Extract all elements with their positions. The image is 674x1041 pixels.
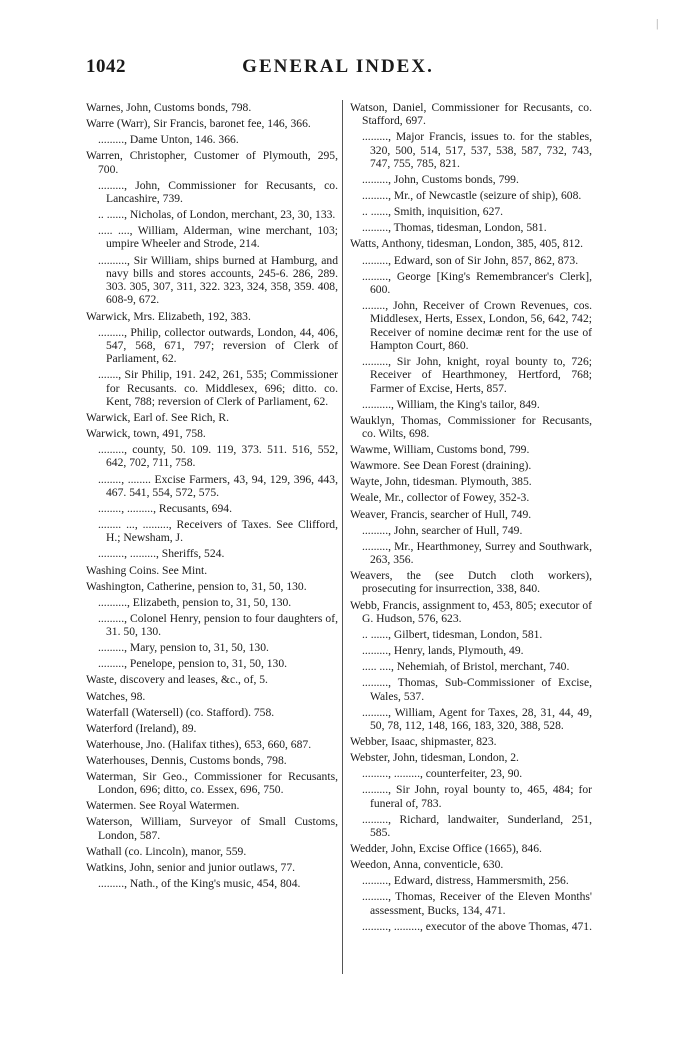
index-entry: ........., John, Customs bonds, 799. (362, 173, 519, 187)
index-entry: ........ ..., ........., Receivers of Taxes. See Clifford, H.; Newsham, J. (98, 518, 338, 545)
index-entry: Weale, Mr., collector of Fowey, 352-3. (350, 491, 530, 505)
page-number: 1042 (86, 56, 126, 77)
column-divider (342, 100, 343, 974)
index-entry: Waterfall (Watersell) (co. Stafford). 758. (86, 705, 275, 719)
index-entry: Waterhouse, Jno. (Halifax tithes), 653, 660, 687. (86, 737, 312, 751)
index-entry: ........., Major Francis, issues to. for the stables, 320, 500, 514, 517, 537, 538, 587, 732, 743, 747, 755, 785, 821. (362, 130, 592, 170)
corner-mark: | (656, 16, 659, 30)
index-entry: Waterson, William, Surveyor of Small Customs, London, 587. (86, 815, 338, 842)
index-entry: .. ......, Nicholas, of London, merchant, 23, 30, 133. (98, 208, 336, 222)
index-entry: ........., Richard, landwaiter, Sunderland, 251, 585. (362, 812, 592, 839)
index-entry: Wauklyn, Thomas, Commissioner for Recusants, co. Wilts, 698. (350, 413, 592, 441)
index-entry: ........., Edward, distress, Hammersmith, 256. (362, 874, 569, 888)
index-entry: ........, ........ Excise Farmers, 43, 94, 129, 396, 443, 467. 541, 554, 572, 575. (98, 472, 338, 499)
index-entry: ..... ...., William, Alderman, wine merchant, 103; umpire Wheeler and Strode, 214. (98, 224, 338, 251)
index-entry: ........, John, Receiver of Crown Revenues, cos. Middlesex, Herts, Essex, London, 56, 642, 742; Receiver of nomine decimæ rent for the use of Hampton Court, 860. (362, 299, 592, 352)
index-entry: ........., ........., counterfeiter, 23, 90. (362, 767, 523, 781)
index-entry: Waterford (Ireland), 89. (86, 721, 197, 735)
index-entry: Watson, Daniel, Commissioner for Recusants, co. Stafford, 697. (350, 101, 592, 128)
index-entry: Watts, Anthony, tidesman, London, 385, 405, 812. (350, 237, 584, 251)
index-entry: Weavers, the (see Dutch cloth workers), prosecuting for insurrection, 338, 840. (350, 569, 592, 596)
left-index-column (86, 101, 338, 893)
index-entry: ........., Edward, son of Sir John, 857, 862, 873. (362, 253, 579, 267)
index-entry: Wawmore. See Dean Forest (draining). (350, 459, 532, 473)
index-entry: Warre (Warr), Sir Francis, baronet fee, 146, 366. (86, 117, 311, 131)
index-entry: ........., Dame Unton, 146. 366. (98, 133, 239, 147)
index-entry: Watermen. See Royal Watermen. (86, 799, 240, 813)
index-entry: Watkins, John, senior and junior outlaws, 77. (86, 860, 296, 874)
index-entry: Watches, 98. (86, 689, 146, 703)
index-entry: Warren, Christopher, Customer of Plymouth, 295, 700. (86, 149, 338, 176)
index-entry: Webber, Isaac, shipmaster, 823. (350, 734, 497, 748)
index-entry: ........., George [King's Remembrancer's Clerk], 600. (362, 269, 592, 296)
index-entry: ........., Nath., of the King's music, 454, 804. (98, 877, 301, 891)
index-entry: ........., county, 50. 109. 119, 373. 511. 516, 552, 642, 702, 711, 758. (98, 443, 338, 470)
index-entry: ........., Mr., Hearthmoney, Surrey and Southwark, 263, 356. (362, 539, 592, 567)
index-entry: ........., Mr., of Newcastle (seizure of ship), 608. (362, 189, 582, 203)
index-entry: .........., Sir William, ships burned at Hamburg, and navy bills and stores accounts, 245-6. 286, 289. 303. 305, 307, 311, 322. 323, 324, 358, 359. 408, 608-9, 672. (98, 253, 338, 307)
index-entry: .........., Elizabeth, pension to, 31, 50, 130. (98, 595, 292, 609)
index-entry: Warnes, John, Customs bonds, 798. (86, 101, 252, 114)
index-entry: ........., William, Agent for Taxes, 28, 31, 44, 49, 50, 78, 112, 148, 166, 183, 320, 388, 528. (362, 705, 592, 732)
index-entry: Washington, Catherine, pension to, 31, 50, 130. (86, 579, 307, 593)
index-entry: .. ......, Gilbert, tidesman, London, 581. (362, 627, 543, 641)
index-entry: Wathall (co. Lincoln), manor, 559. (86, 844, 247, 858)
index-entry: ........., Thomas, Sub-Commissioner of Excise, Wales, 537. (362, 676, 592, 703)
index-entry: ........., Sir John, knight, royal bounty to, 726; Receiver of Hearthmoney, Hertford, 768; Farmer of Excise, Herts, 857. (362, 355, 592, 395)
index-entry: ..... ...., Nehemiah, of Bristol, merchant, 740. (362, 660, 570, 674)
index-entry: Webb, Francis, assignment to, 453, 805; executor of G. Hudson, 576, 623. (350, 598, 592, 625)
index-entry: Waterhouses, Dennis, Customs bonds, 798. (86, 753, 287, 767)
index-entry: Wawme, William, Customs bond, 799. (350, 443, 530, 457)
page-header (86, 56, 590, 82)
index-entry: Waste, discovery and leases, &c., of, 5. (86, 673, 268, 687)
index-entry: Wayte, John, tidesman. Plymouth, 385. (350, 475, 532, 489)
index-entry: ........., John, Commissioner for Recusants, co. Lancashire, 739. (98, 178, 338, 205)
index-entry: ........., Colonel Henry, pension to four daughters of, 31. 50, 130. (98, 611, 338, 639)
index-entry: Weaver, Francis, searcher of Hull, 749. (350, 507, 532, 521)
right-index-column (350, 101, 592, 936)
index-entry: ........., ........., Sheriffs, 524. (98, 547, 225, 561)
index-entry: ......., Sir Philip, 191. 242, 261, 535; Commissioner for Recusants. co. Middlesex, 696; ditto. co. Kent, 788; reversion of Clerk of Parliament, 62. (98, 368, 338, 408)
index-entry: ........., Philip, collector outwards, London, 44, 406, 547, 568, 671, 797; reversion of Clerk of Parliament, 62. (98, 325, 338, 366)
index-entry: Warwick, town, 491, 758. (86, 427, 206, 441)
index-entry: Warwick, Earl of. See Rich, R. (86, 411, 229, 424)
index-entry: Wedder, John, Excise Office (1665), 846. (350, 842, 542, 856)
index-entry: .. ......, Smith, inquisition, 627. (362, 205, 504, 219)
index-entry: Washing Coins. See Mint. (86, 563, 208, 577)
index-entry: Warwick, Mrs. Elizabeth, 192, 383. (86, 309, 251, 323)
running-title: GENERAL INDEX. (242, 56, 434, 77)
index-entry: Weedon, Anna, conventicle, 630. (350, 858, 504, 872)
index-entry: Webster, John, tidesman, London, 2. (350, 751, 519, 765)
index-entry: Waterman, Sir Geo., Commissioner for Recusants, London, 696; ditto, co. Essex, 696, 750. (86, 769, 338, 797)
index-entry: .........., William, the King's tailor, 849. (362, 397, 540, 411)
index-entry: ........., Henry, lands, Plymouth, 49. (362, 644, 524, 658)
index-entry: ........., John, searcher of Hull, 749. (362, 523, 523, 537)
index-entry: ........., Mary, pension to, 31, 50, 130. (98, 641, 269, 655)
index-entry: ........., ........., executor of the above Thomas, 471. (362, 919, 593, 933)
index-entry: ........., Thomas, Receiver of the Eleven Months' assessment, Bucks, 134, 471. (362, 890, 592, 917)
index-entry: ........, ........., Recusants, 694. (98, 501, 232, 515)
index-entry: ........., Sir John, royal bounty to, 465, 484; for funeral of, 783. (362, 783, 592, 810)
index-entry: ........., Thomas, tidesman, London, 581. (362, 221, 547, 235)
index-entry: ........., Penelope, pension to, 31, 50, 130. (98, 657, 288, 671)
